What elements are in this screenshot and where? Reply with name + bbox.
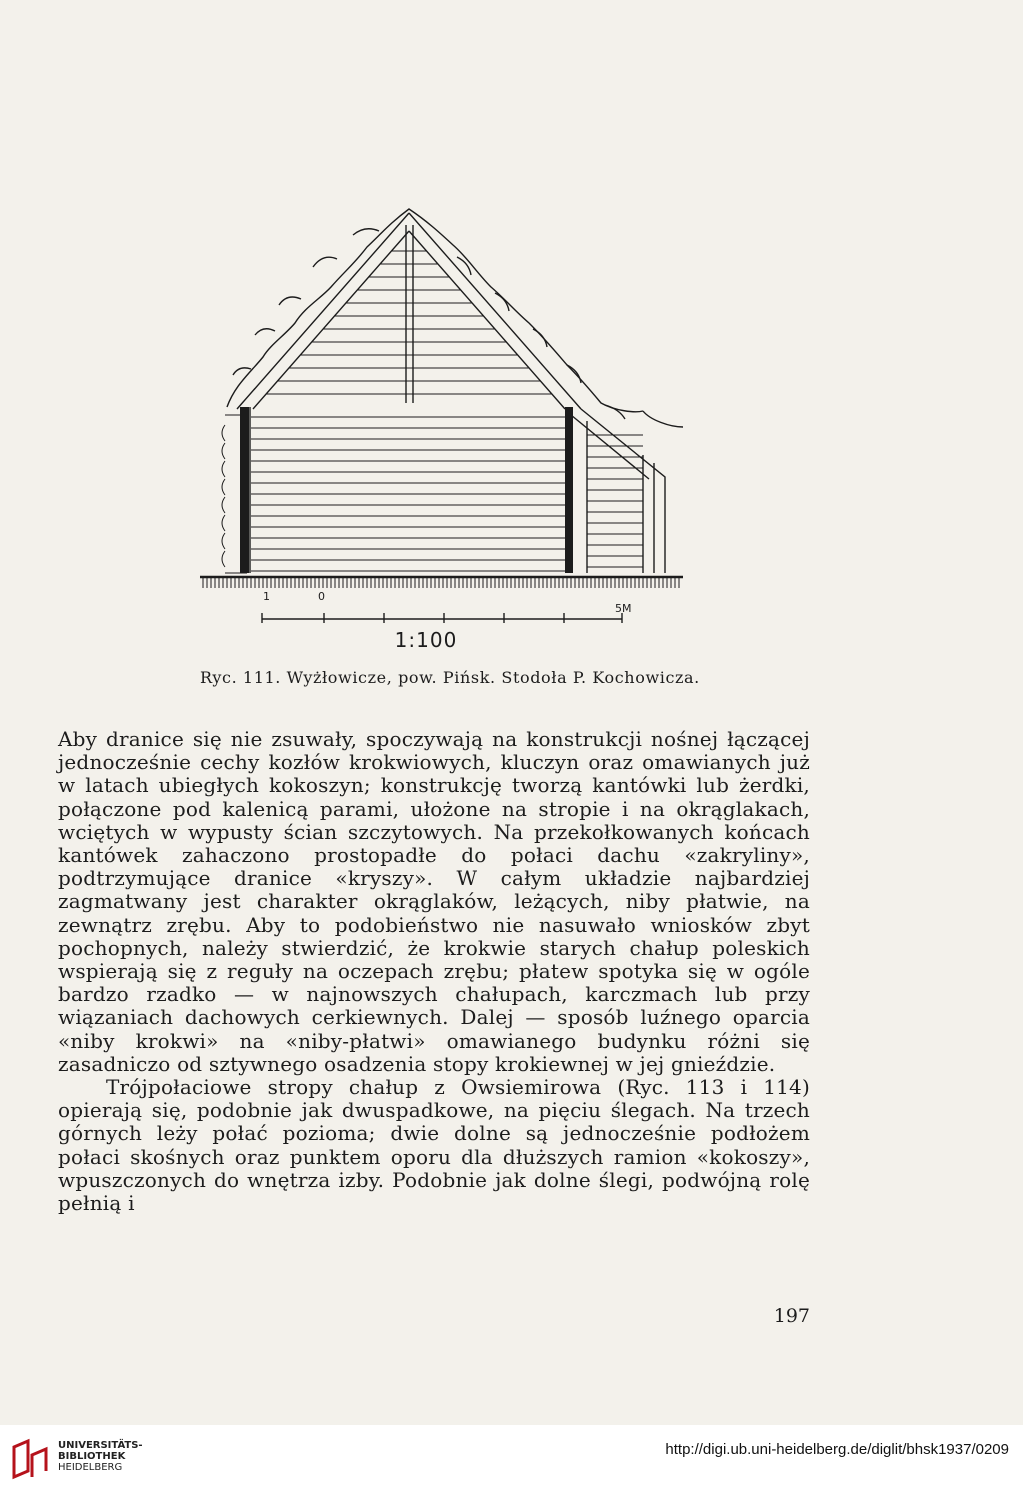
library-line-1: UNIVERSITÄTS- [58, 1440, 143, 1451]
library-line-3: HEIDELBERG [58, 1462, 123, 1473]
library-line-2: BIBLIOTHEK [58, 1451, 126, 1462]
barn-drawing [195, 195, 695, 635]
page-number: 197 [773, 1305, 810, 1327]
library-name [58, 1440, 143, 1473]
scale-right-label: 5M [615, 602, 632, 615]
scale-ratio: 1:100 [394, 628, 458, 652]
footer-bar [0, 1425, 1023, 1505]
figure-caption: Ryc. 111. Wyżłowicze, pow. Pińsk. Stodoła P. Kochowicza. [200, 668, 700, 687]
paragraph-1: Aby dranice się nie zsuwały, spoczywają na konstrukcji nośnej łączącej jednocześnie cechy kozłów krokwiowych, kluczyn oraz omawianych już w latach ubiegłych kokoszyn; konstrukcję tworzą kantówki lub żerdki, połączone pod kalenicą parami, ułożone na stropie i na okrąglakach, wciętych w wypusty ścian szczytowych. Na przekołkowanych końcach kantówek zahaczono prostopadłe do połaci dachu «zakryliny», podtrzymujące dranice «kryszy». W całym układzie najbardziej zagmatwany jest charakter okrąglaków, leżących, niby płatwie, na zewnątrz zrębu. Aby to podobieństwo nie nasuwało wniosków zbyt pochopnych, należy stwierdzić, że krokwie starych chałup poleskich wspierają się z reguły na oczepach zrębu; płatew spotyka się w ogóle bardzo rzadko — w najnowszych chałupach, karczmach lub przy wiązaniach dachowych cerkiewnych. Dalej — sposób luźnego oparcia «niby krokwi» na «niby-płatwi» omawianego budynku różni się zasadniczo od sztywnego osadzenia stopy krokiewnej w jej gnieździe. [58, 727, 810, 1076]
library-logo-icon [10, 1437, 50, 1481]
scale-left-label: 1 [263, 590, 270, 603]
body-text [58, 728, 810, 1215]
scale-zero-label: 0 [318, 590, 325, 603]
source-url[interactable]: http://digi.ub.uni-heidelberg.de/diglit/bhsk1937/0209 [665, 1441, 1009, 1458]
paragraph-2: Trójpołaciowe stropy chałup z Owsiemirowa (Ryc. 113 i 114) opierają się, podobnie jak dwuspadkowe, na pięciu ślegach. Na trzech górnych leży połać pozioma; dwie dolne są jednocześnie podłożem połaci skośnych oraz punktem oporu dla dłuższych ramion «kokoszy», wpuszczonych do wnętrza izby. Podobnie jak dolne ślegi, podwójną rolę pełnią i [58, 1075, 810, 1216]
